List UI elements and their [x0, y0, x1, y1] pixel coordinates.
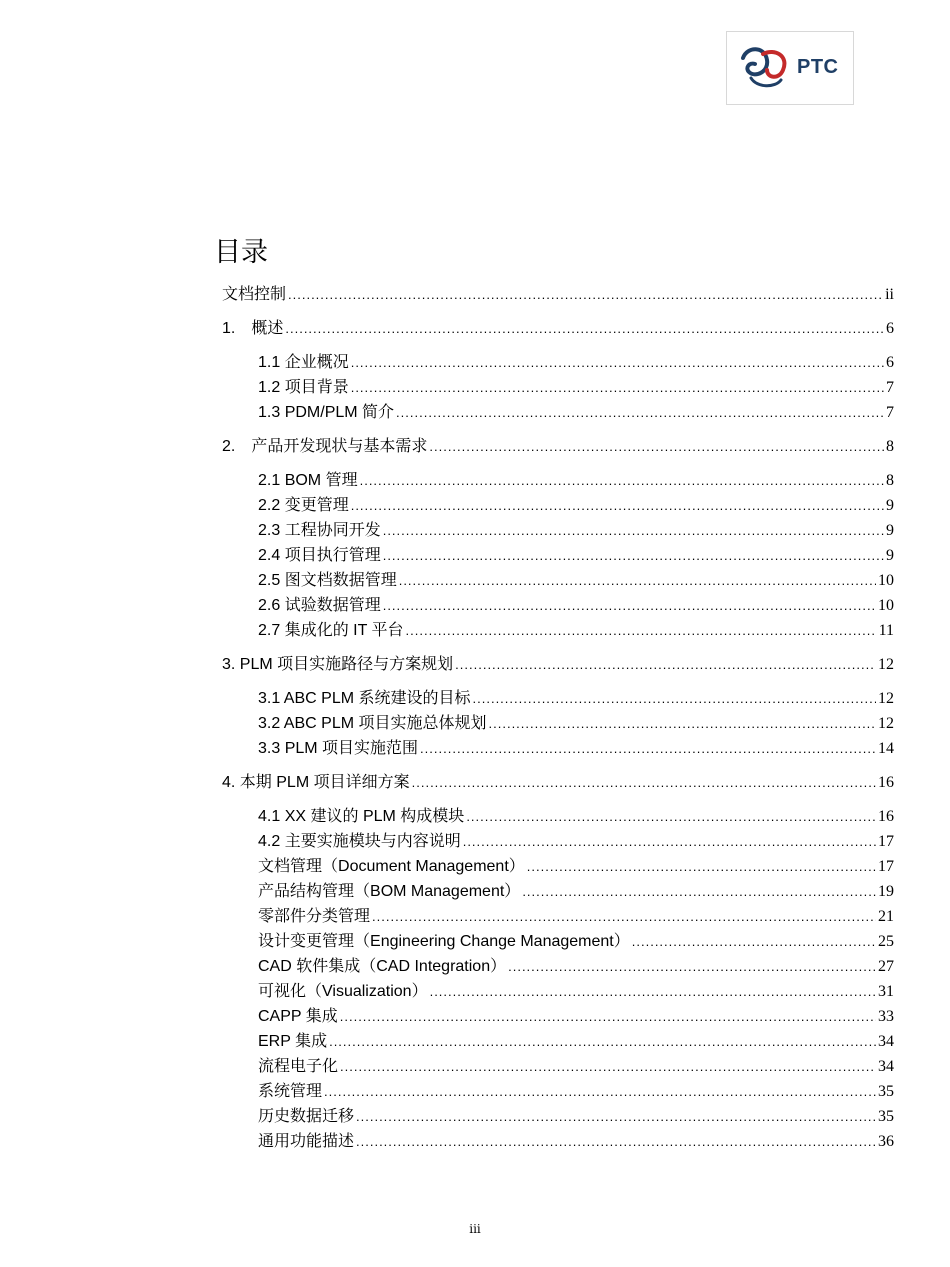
toc-entry-label: 零部件分类管理 — [258, 906, 371, 925]
toc-entry[interactable] — [258, 712, 894, 734]
toc-entry-label: 2.1 BOM 管理 — [258, 470, 358, 489]
toc-entry-page: 10 — [878, 572, 894, 589]
toc-dot-leader — [372, 906, 876, 928]
toc-entry-label: 3. PLM 项目实施路径与方案规划 — [222, 654, 454, 673]
toc-entry-page: 9 — [886, 497, 894, 514]
toc-entry[interactable] — [258, 855, 894, 877]
toc-dot-leader — [473, 688, 876, 710]
toc-entry-page: 17 — [878, 858, 894, 875]
toc-entry-page: 27 — [878, 958, 894, 975]
toc-entry-page: 34 — [878, 1033, 894, 1050]
toc-dot-leader — [351, 377, 884, 399]
toc-entry[interactable] — [258, 376, 894, 398]
toc-dot-leader — [406, 620, 877, 642]
toc-entry-page: 6 — [886, 320, 894, 337]
toc-entry[interactable] — [258, 401, 894, 423]
toc-dot-leader — [429, 436, 884, 458]
toc-entry[interactable] — [258, 469, 894, 491]
toc-dot-leader — [356, 1106, 876, 1128]
toc-entry-label: 1. 概述 — [222, 318, 284, 337]
toc-entry[interactable] — [258, 1005, 894, 1027]
toc-entry-page: 9 — [886, 522, 894, 539]
ptc-swirl-icon — [737, 44, 795, 94]
toc-dot-leader — [340, 1056, 876, 1078]
toc-entry[interactable] — [258, 519, 894, 541]
toc-entry-page: 12 — [878, 656, 894, 673]
toc-entry-label: 2.5 图文档数据管理 — [258, 570, 397, 589]
toc-entry[interactable] — [222, 653, 894, 675]
ptc-logo — [726, 31, 854, 105]
toc-entry-label: 文档控制 — [222, 284, 287, 303]
toc-entry[interactable] — [222, 771, 894, 793]
toc-entry-page: 12 — [878, 715, 894, 732]
toc-dot-leader — [527, 856, 876, 878]
toc-entry[interactable] — [258, 980, 894, 1002]
toc-dot-leader — [420, 738, 876, 760]
toc-entry-page: 7 — [886, 404, 894, 421]
toc-dot-leader — [351, 495, 884, 517]
toc-dot-leader — [383, 595, 876, 617]
toc-entry-label: 设计变更管理（Engineering Change Management） — [258, 931, 630, 950]
toc-entry-page: 12 — [878, 690, 894, 707]
toc-dot-leader — [383, 520, 884, 542]
toc-entry-label: 可视化（Visualization） — [258, 981, 428, 1000]
toc-entry-label: 产品结构管理（BOM Management） — [258, 881, 521, 900]
toc-entry[interactable] — [258, 880, 894, 902]
toc-entry-label: 流程电子化 — [258, 1056, 339, 1075]
toc-dot-leader — [329, 1031, 876, 1053]
toc-entry[interactable] — [258, 930, 894, 952]
toc-dot-leader — [632, 931, 876, 953]
toc-entry-label: 1.2 项目背景 — [258, 377, 349, 396]
toc-dot-leader — [489, 713, 876, 735]
toc-dot-leader — [356, 1131, 876, 1153]
toc-entry-page: 16 — [878, 808, 894, 825]
toc-entry-page: 21 — [878, 908, 894, 925]
toc-dot-leader — [399, 570, 876, 592]
toc-dot-leader — [430, 981, 876, 1003]
toc-entry[interactable] — [258, 805, 894, 827]
toc-entry-label: CAD 软件集成（CAD Integration） — [258, 956, 507, 975]
toc-entry[interactable] — [222, 435, 894, 457]
toc-dot-leader — [285, 318, 884, 340]
toc-entry[interactable] — [258, 594, 894, 616]
toc-entry-label: 2. 产品开发现状与基本需求 — [222, 436, 428, 455]
toc-entry-label: 4.1 XX 建议的 PLM 构成模块 — [258, 806, 465, 825]
toc-entry-label: 文档管理（Document Management） — [258, 856, 525, 875]
logo-text: PTC — [797, 56, 839, 78]
toc-entry-page: 17 — [878, 833, 894, 850]
toc-entry-label: 系统管理 — [258, 1081, 323, 1100]
toc-entry-page: 35 — [878, 1108, 894, 1125]
toc-entry-label: ERP 集成 — [258, 1031, 328, 1050]
toc-entry[interactable] — [258, 687, 894, 709]
toc-entry-label: CAPP 集成 — [258, 1006, 338, 1025]
toc-entry-page: 36 — [878, 1133, 894, 1150]
page-title: 目录 — [214, 237, 268, 269]
toc-entry[interactable] — [258, 1130, 894, 1152]
toc-entry-label: 2.7 集成化的 IT 平台 — [258, 620, 404, 639]
toc-entry-label: 2.4 项目执行管理 — [258, 545, 381, 564]
toc-entry-page: 31 — [878, 983, 894, 1000]
toc-entry-label: 3.2 ABC PLM 项目实施总体规划 — [258, 713, 487, 732]
toc-entry-page: 33 — [878, 1008, 894, 1025]
toc-dot-leader — [412, 772, 876, 794]
toc-entry[interactable] — [258, 1055, 894, 1077]
toc-entry-page: 9 — [886, 547, 894, 564]
toc-entry-label: 4.2 主要实施模块与内容说明 — [258, 831, 461, 850]
toc-entry[interactable] — [258, 544, 894, 566]
toc-entry[interactable] — [258, 351, 894, 373]
toc-dot-leader — [522, 881, 876, 903]
toc-entry-label: 2.3 工程协同开发 — [258, 520, 381, 539]
toc-entry-page: 7 — [886, 379, 894, 396]
toc-dot-leader — [383, 545, 884, 567]
toc-entry-page: ii — [885, 286, 894, 303]
toc-entry[interactable] — [258, 737, 894, 759]
toc-entry-page: 25 — [878, 933, 894, 950]
toc-dot-leader — [463, 831, 876, 853]
toc-entry[interactable] — [222, 317, 894, 339]
toc-entry-page: 6 — [886, 354, 894, 371]
toc-dot-leader — [324, 1081, 876, 1103]
toc-entry-page: 14 — [878, 740, 894, 757]
toc-entry[interactable] — [258, 619, 894, 641]
toc-dot-leader — [508, 956, 876, 978]
toc-entry-label: 3.1 ABC PLM 系统建设的目标 — [258, 688, 471, 707]
toc-entry-page: 8 — [886, 472, 894, 489]
toc-entry-label: 通用功能描述 — [258, 1131, 355, 1150]
toc-entry[interactable] — [258, 830, 894, 852]
toc-dot-leader — [340, 1006, 876, 1028]
toc-entry-label: 历史数据迁移 — [258, 1106, 355, 1125]
toc-entry-page: 35 — [878, 1083, 894, 1100]
toc-dot-leader — [351, 352, 884, 374]
toc-entry[interactable] — [258, 905, 894, 927]
toc-entry-label: 3.3 PLM 项目实施范围 — [258, 738, 419, 757]
toc-entry[interactable] — [258, 955, 894, 977]
toc-entry[interactable] — [258, 494, 894, 516]
toc-dot-leader — [396, 402, 884, 424]
toc-entry-label: 2.6 试验数据管理 — [258, 595, 381, 614]
toc-entry-label: 1.1 企业概况 — [258, 352, 349, 371]
toc-entry[interactable] — [258, 1105, 894, 1127]
toc-entry-page: 8 — [886, 438, 894, 455]
toc-dot-leader — [360, 470, 884, 492]
toc-entry-page: 16 — [878, 774, 894, 791]
toc-entry-page: 10 — [878, 597, 894, 614]
page-number: iii — [469, 1222, 481, 1236]
toc-entry-label: 1.3 PDM/PLM 简介 — [258, 402, 395, 421]
toc-entry[interactable] — [258, 569, 894, 591]
toc-entry[interactable] — [222, 283, 894, 305]
toc-entry-page: 19 — [878, 883, 894, 900]
toc-dot-leader — [466, 806, 876, 828]
toc-dot-leader — [288, 284, 883, 306]
toc-entry-label: 2.2 变更管理 — [258, 495, 349, 514]
toc-entry-label: 4. 本期 PLM 项目详细方案 — [222, 772, 410, 791]
toc-entry[interactable] — [258, 1080, 894, 1102]
toc-entry[interactable] — [258, 1030, 894, 1052]
toc-entry-page: 34 — [878, 1058, 894, 1075]
toc-entry-page: 11 — [878, 622, 894, 639]
toc-dot-leader — [455, 654, 876, 676]
